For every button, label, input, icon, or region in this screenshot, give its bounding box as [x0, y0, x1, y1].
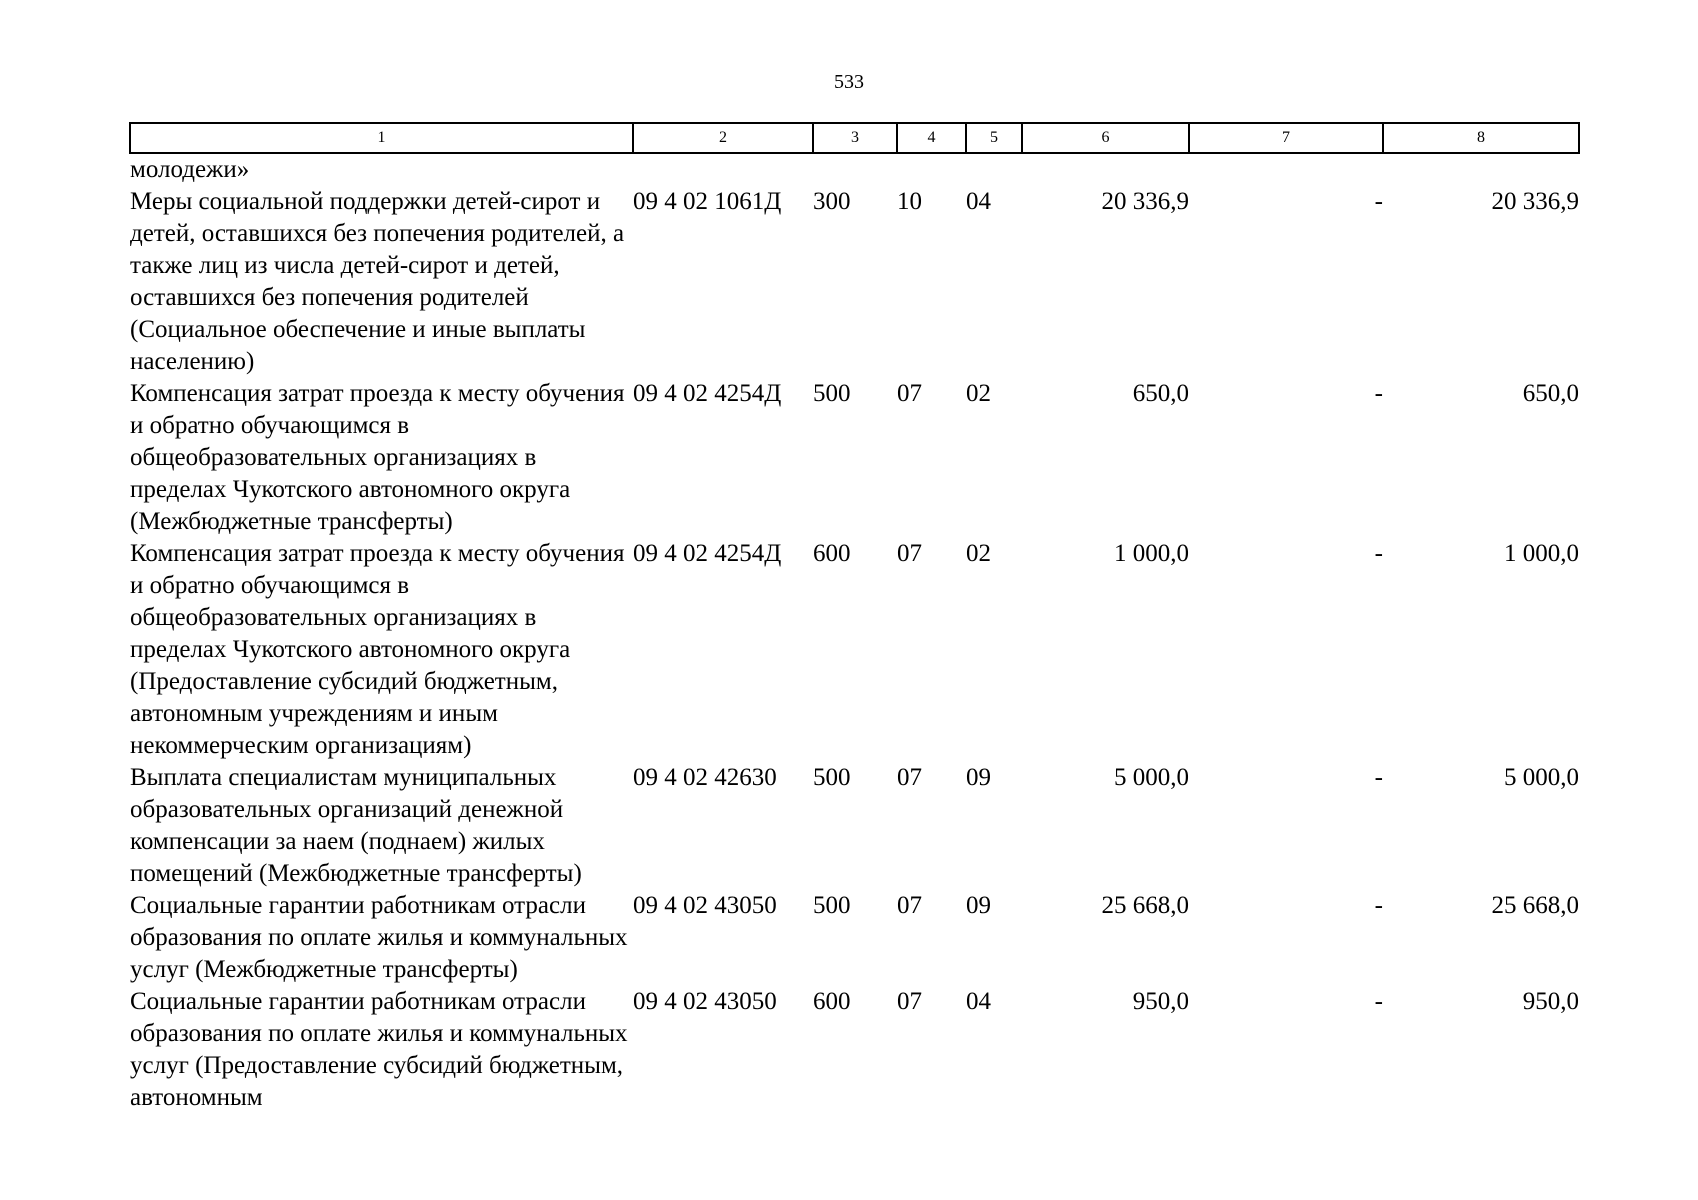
table-row — [130, 986, 1579, 1114]
row-rz: 10 — [897, 188, 922, 215]
row-code: 09 4 02 43050 — [633, 988, 777, 1015]
header-row — [130, 123, 1579, 153]
row-col7: - — [1374, 380, 1383, 407]
row-rz: 07 — [897, 988, 922, 1015]
header-col-1: 1 — [130, 123, 633, 153]
row-col8: 1 000,0 — [1504, 540, 1579, 567]
row-code: 09 4 02 43050 — [633, 892, 777, 919]
row-col7: - — [1374, 188, 1383, 215]
row-code: 09 4 02 4254Д — [633, 380, 782, 407]
row-col7: - — [1374, 764, 1383, 791]
row-col7: - — [1374, 892, 1383, 919]
row-vr: 600 — [813, 540, 851, 567]
row-pr: 09 — [966, 764, 991, 791]
row-code: 09 4 02 4254Д — [633, 540, 782, 567]
row-pr: 09 — [966, 892, 991, 919]
header-col-2: 2 — [633, 123, 813, 153]
row-col8: 650,0 — [1522, 380, 1579, 407]
row-col6: 5 000,0 — [1114, 764, 1189, 791]
row-col6: 20 336,9 — [1101, 188, 1189, 215]
row-col6: 950,0 — [1132, 988, 1189, 1015]
row-name: Компенсация затрат проезда к месту обучения и обратно обучающимся в общеобразовательных организациях в пределах Чукотского автономного округа (Предоставление субсидий бюджетным, автономным учреждениям и иным некоммерческим организациям) — [130, 540, 625, 759]
header-col-7: 7 — [1189, 123, 1383, 153]
header-col-4: 4 — [897, 123, 966, 153]
row-name: Выплата специалистам муниципальных образовательных организаций денежной компенсации за наем (поднаем) жилых помещений (Межбюджетные трансферты) — [130, 764, 582, 887]
row-col8: 5 000,0 — [1504, 764, 1579, 791]
row-col8: 25 668,0 — [1491, 892, 1579, 919]
row-rz: 07 — [897, 540, 922, 567]
header-col-6: 6 — [1022, 123, 1189, 153]
row-name: Компенсация затрат проезда к месту обучения и обратно обучающимся в общеобразовательных организациях в пределах Чукотского автономного округа (Межбюджетные трансферты) — [130, 380, 625, 535]
row-pr: 04 — [966, 988, 991, 1015]
header-col-5: 5 — [966, 123, 1022, 153]
table-row — [130, 538, 1579, 762]
row-rz: 07 — [897, 380, 922, 407]
row-vr: 500 — [813, 892, 851, 919]
row-col7: - — [1374, 988, 1383, 1015]
row-vr: 300 — [813, 188, 851, 215]
row-vr: 500 — [813, 764, 851, 791]
row-code: 09 4 02 42630 — [633, 764, 777, 791]
row-code: 09 4 02 1061Д — [633, 188, 782, 215]
row-name: Социальные гарантии работникам отрасли образования по оплате жилья и коммунальных услуг (Предоставление субсидий бюджетным, автономным — [130, 988, 628, 1111]
header-col-3: 3 — [813, 123, 897, 153]
page-number: 533 — [834, 71, 864, 93]
row-pr: 04 — [966, 188, 991, 215]
row-col6: 25 668,0 — [1101, 892, 1189, 919]
row-col6: 650,0 — [1132, 380, 1189, 407]
row-name: Меры социальной поддержки детей-сирот и детей, оставшихся без попечения родителей, а также лиц из числа детей-сирот и детей, оставшихся без попечения родителей (Социальное обеспечение и иные выплаты населению) — [130, 188, 625, 375]
row-pr: 02 — [966, 380, 991, 407]
row-rz: 07 — [897, 892, 922, 919]
row-col7: - — [1374, 540, 1383, 567]
table-row — [130, 890, 1579, 986]
table-row — [130, 378, 1579, 538]
row-name: Социальные гарантии работникам отрасли образования по оплате жилья и коммунальных услуг (Межбюджетные трансферты) — [130, 892, 628, 983]
row-vr: 500 — [813, 380, 851, 407]
header-col-8: 8 — [1383, 123, 1579, 153]
continuation-text: молодежи» — [130, 156, 250, 183]
row-col6: 1 000,0 — [1114, 540, 1189, 567]
row-col8: 20 336,9 — [1491, 188, 1579, 215]
continuation-row — [130, 153, 1579, 186]
row-vr: 600 — [813, 988, 851, 1015]
table-row — [130, 762, 1579, 890]
table-row — [130, 186, 1579, 378]
row-rz: 07 — [897, 764, 922, 791]
row-col8: 950,0 — [1522, 988, 1579, 1015]
row-pr: 02 — [966, 540, 991, 567]
budget-table — [129, 122, 1580, 1114]
